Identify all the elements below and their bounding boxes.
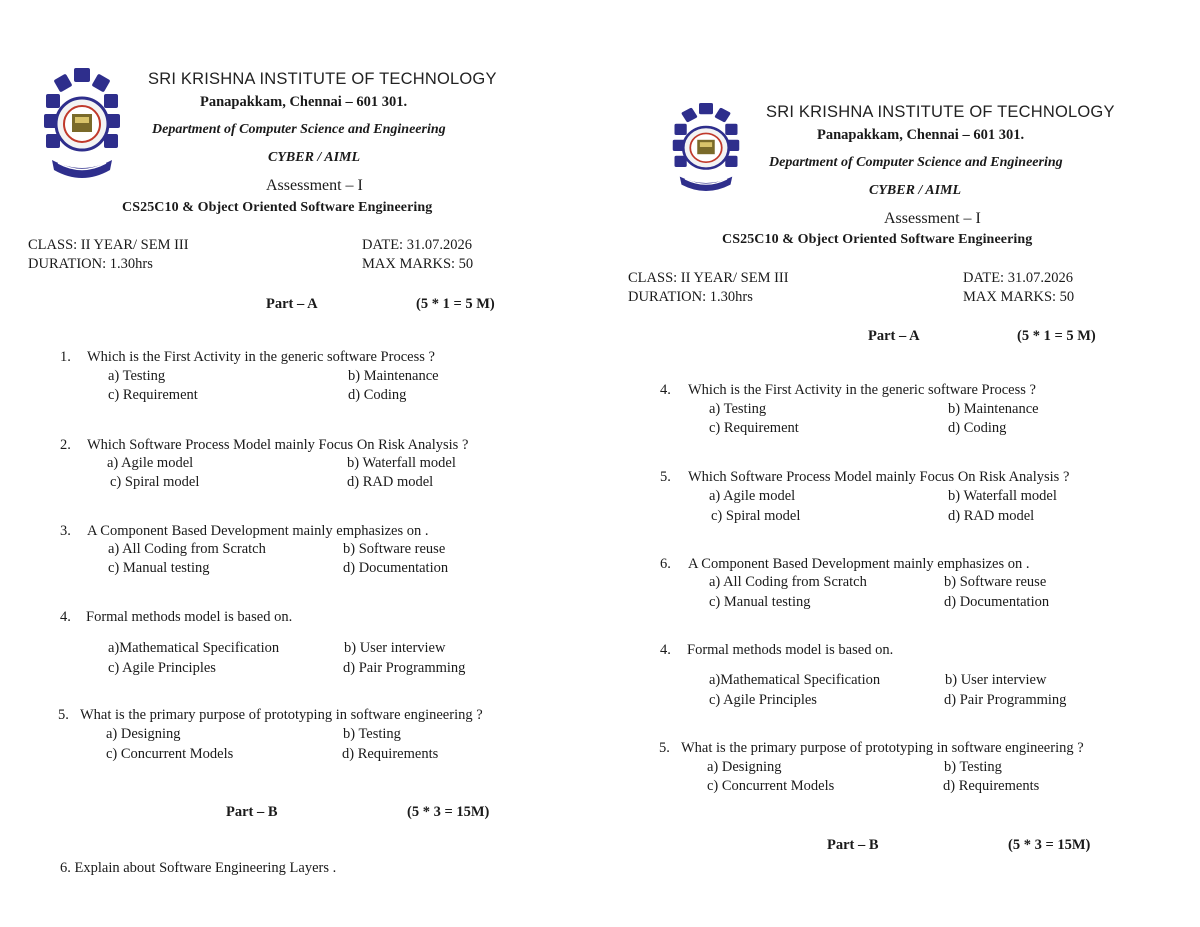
course-title: CS25C10 & Object Oriented Software Engineering — [722, 232, 1033, 247]
question-number: 5. — [659, 740, 670, 756]
option-b: b) User interview — [344, 640, 446, 656]
part-a-marks: (5 * 1 = 5 M) — [1017, 328, 1096, 344]
part-b-marks: (5 * 3 = 15M) — [407, 804, 490, 820]
exam-duration: DURATION: 1.30hrs — [628, 289, 753, 305]
option-c: c) Manual testing — [709, 594, 811, 610]
question-number: 4. — [660, 642, 671, 658]
institute-address: Panapakkam, Chennai – 601 301. — [817, 127, 1025, 143]
max-marks: MAX MARKS: 50 — [362, 256, 474, 272]
max-marks: MAX MARKS: 50 — [963, 289, 1075, 305]
option-c: c) Requirement — [709, 420, 799, 436]
option-a: a) All Coding from Scratch — [709, 574, 867, 590]
option-b: b) Maintenance — [348, 368, 439, 384]
option-d: d) Coding — [348, 387, 407, 403]
question-number: 1. — [60, 349, 71, 365]
part-b-title: Part – B — [827, 837, 879, 853]
department-name: Department of Computer Science and Engineering — [152, 122, 446, 137]
question-number: 4. — [60, 609, 71, 625]
option-c: c) Concurrent Models — [707, 778, 835, 794]
option-c: c) Agile Principles — [709, 692, 817, 708]
class-info: CLASS: II YEAR/ SEM III — [628, 270, 789, 286]
institute-name: SRI KRISHNA INSTITUTE OF TECHNOLOGY — [148, 70, 497, 88]
part-a-marks: (5 * 1 = 5 M) — [416, 296, 495, 312]
part-a-title: Part – A — [266, 296, 318, 312]
branch-name: CYBER / AIML — [869, 183, 962, 198]
question-text: Which Software Process Model mainly Focus On Risk Analysis ? — [688, 469, 1070, 485]
option-d: d) Pair Programming — [944, 692, 1067, 708]
option-c: c) Spiral model — [711, 508, 801, 524]
option-a: a) All Coding from Scratch — [108, 541, 266, 557]
option-b: b) Software reuse — [343, 541, 446, 557]
part-b-title: Part – B — [226, 804, 278, 820]
question-text: Which is the First Activity in the generic software Process ? — [688, 382, 1036, 398]
option-a: a) Designing — [106, 726, 181, 742]
branch-name: CYBER / AIML — [268, 150, 361, 165]
option-a: a) Designing — [707, 759, 782, 775]
exam-date: DATE: 31.07.2026 — [963, 270, 1073, 286]
question-number: 4. — [660, 382, 671, 398]
option-b: b) User interview — [945, 672, 1047, 688]
option-d: d) Documentation — [944, 594, 1050, 610]
question-text: What is the primary purpose of prototyping in software engineering ? — [80, 707, 483, 723]
college-seal-icon — [671, 103, 741, 199]
option-c: c) Requirement — [108, 387, 198, 403]
option-a: a) Testing — [108, 368, 166, 384]
class-info: CLASS: II YEAR/ SEM III — [28, 237, 189, 253]
option-b: b) Software reuse — [944, 574, 1047, 590]
exam-duration: DURATION: 1.30hrs — [28, 256, 153, 272]
option-b: b) Testing — [944, 759, 1002, 775]
college-seal-icon — [42, 68, 122, 188]
option-b: b) Waterfall model — [948, 488, 1057, 504]
question-text: Formal methods model is based on. — [687, 642, 894, 658]
option-d: d) RAD model — [347, 474, 434, 490]
question-number: 2. — [60, 437, 71, 453]
institute-name: SRI KRISHNA INSTITUTE OF TECHNOLOGY — [766, 103, 1115, 121]
exam-date: DATE: 31.07.2026 — [362, 237, 472, 253]
option-a: a)Mathematical Specification — [709, 672, 881, 688]
option-d: d) RAD model — [948, 508, 1035, 524]
option-c: c) Manual testing — [108, 560, 210, 576]
option-d: d) Pair Programming — [343, 660, 466, 676]
option-a: a)Mathematical Specification — [108, 640, 280, 656]
option-c: c) Spiral model — [110, 474, 200, 490]
option-d: d) Documentation — [343, 560, 449, 576]
option-b: b) Maintenance — [948, 401, 1039, 417]
option-a: a) Testing — [709, 401, 767, 417]
question-text: Which is the First Activity in the generic software Process ? — [87, 349, 435, 365]
assessment-title: Assessment – I — [266, 177, 363, 194]
part-b-marks: (5 * 3 = 15M) — [1008, 837, 1091, 853]
part-a-title: Part – A — [868, 328, 920, 344]
question-number: 6. — [660, 556, 671, 572]
option-a: a) Agile model — [107, 455, 194, 471]
option-d: d) Coding — [948, 420, 1007, 436]
question-number: 3. — [60, 523, 71, 539]
institute-address: Panapakkam, Chennai – 601 301. — [200, 94, 408, 110]
course-title: CS25C10 & Object Oriented Software Engineering — [122, 200, 433, 215]
option-a: a) Agile model — [709, 488, 796, 504]
question-text: A Component Based Development mainly emphasizes on . — [688, 556, 1030, 572]
option-c: c) Concurrent Models — [106, 746, 234, 762]
question-number: 5. — [58, 707, 69, 723]
question-text: What is the primary purpose of prototyping in software engineering ? — [681, 740, 1084, 756]
department-name: Department of Computer Science and Engineering — [769, 155, 1063, 170]
option-c: c) Agile Principles — [108, 660, 216, 676]
question-text: A Component Based Development mainly emphasizes on . — [87, 523, 429, 539]
option-d: d) Requirements — [342, 746, 439, 762]
option-b: b) Testing — [343, 726, 401, 742]
left-question-paper — [0, 0, 560, 927]
option-d: d) Requirements — [943, 778, 1040, 794]
part-b-question: 6. Explain about Software Engineering Layers . — [60, 860, 337, 876]
option-b: b) Waterfall model — [347, 455, 456, 471]
question-number: 5. — [660, 469, 671, 485]
right-question-paper — [601, 0, 1200, 927]
question-text: Formal methods model is based on. — [86, 609, 293, 625]
question-text: Which Software Process Model mainly Focus On Risk Analysis ? — [87, 437, 469, 453]
assessment-title: Assessment – I — [884, 210, 981, 227]
